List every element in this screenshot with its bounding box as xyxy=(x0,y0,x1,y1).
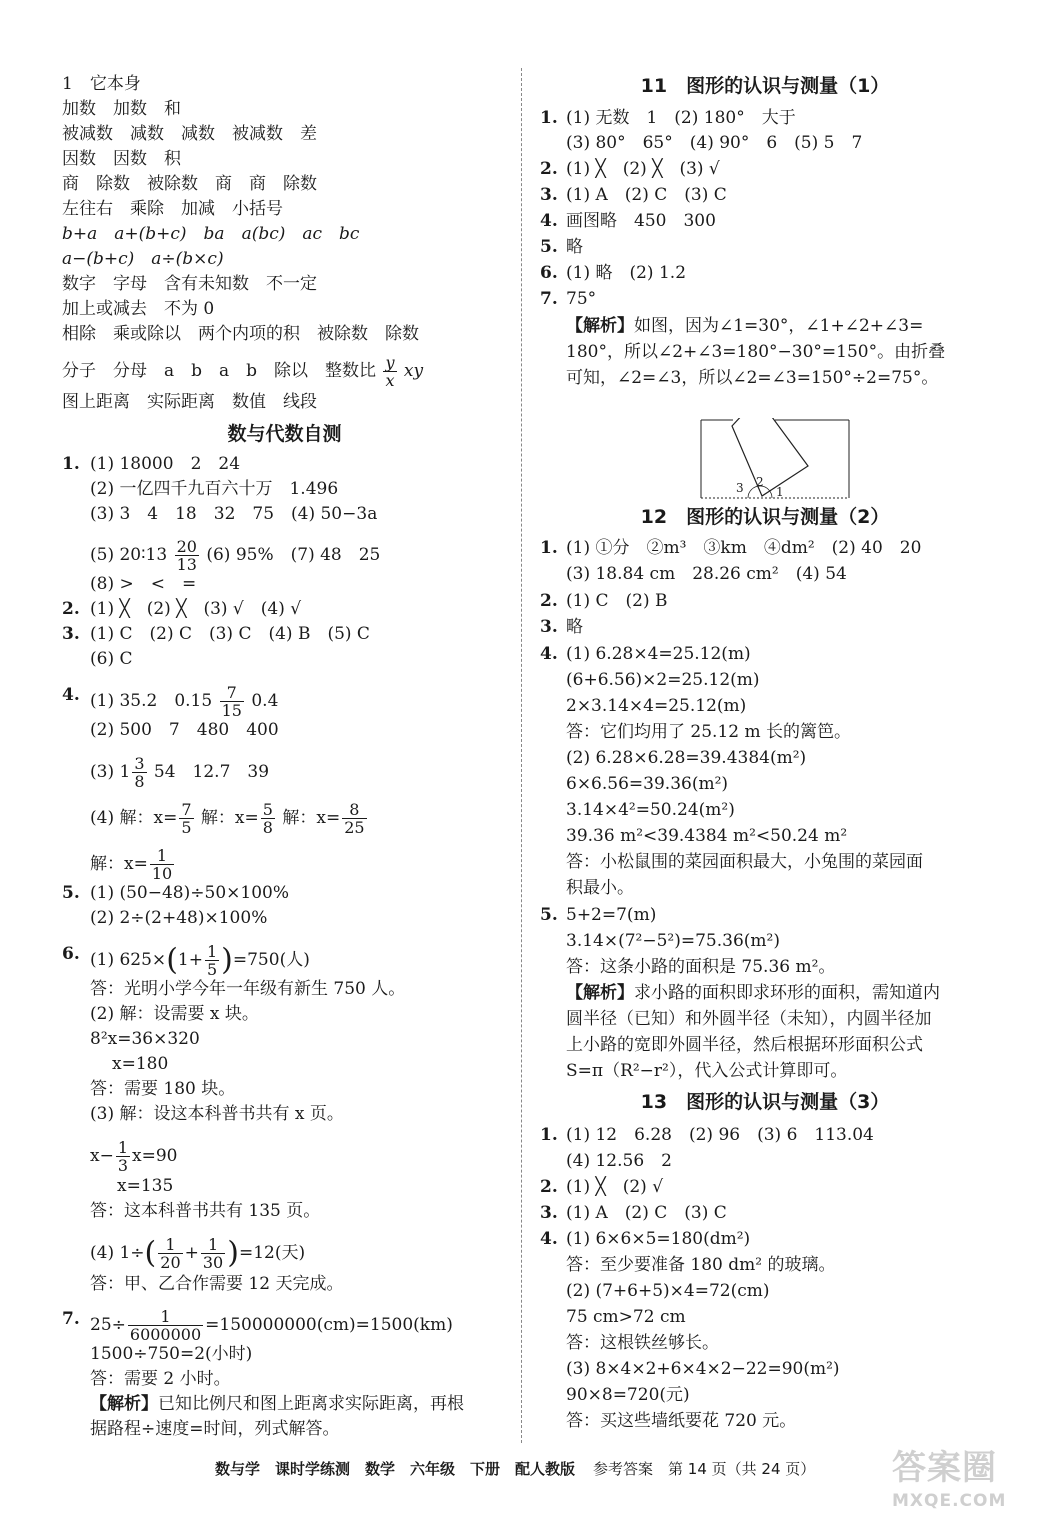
numerator: 1 xyxy=(150,847,174,865)
denominator: 13 xyxy=(176,555,197,574)
answer-line: 5+2=7(m) xyxy=(566,905,657,925)
denominator: 5 xyxy=(206,960,218,979)
answer-line: 答：光明小学今年一年级有新生 750 人。 xyxy=(90,979,406,999)
answer-line: 答：这根铁丝够长。 xyxy=(566,1333,719,1353)
analysis-tag: 【解析】 xyxy=(566,316,634,336)
answer-text: + xyxy=(184,1243,199,1263)
fraction xyxy=(205,943,219,978)
section-title: 11 图形的认识与测量（1） xyxy=(640,75,890,97)
answer-line: (1) 625×(1+ $\frac{1}{5}$ )=750(人) xyxy=(90,942,310,979)
analysis-line: S=π（R²−r²），代入公式计算即可。 xyxy=(566,1061,848,1081)
answer-line: (2) 2÷(2+48)×100% xyxy=(90,908,268,928)
answer-line: 75° xyxy=(566,289,597,309)
analysis-line xyxy=(90,1393,464,1415)
question-number: 5. xyxy=(62,883,80,903)
answer-line: (1) ╳ (2) ╳ (3) √ xyxy=(566,159,720,179)
question-number: 7. xyxy=(62,1309,80,1329)
analysis-text: 求小路的面积即求环形的面积，需知道内 xyxy=(634,983,940,1003)
answer-line xyxy=(90,538,380,573)
answer-line: 39.36 m²<39.4384 m²<50.24 m² xyxy=(566,826,848,846)
question-number: 5. xyxy=(540,237,558,257)
summary-line: 左往右 乘除 加减 小括号 xyxy=(62,199,283,219)
answer-line: (1) 无数 1 (2) 180° 大于 xyxy=(566,108,796,128)
answer-line: (3) 80° 65° (4) 90° 6 (5) 5 7 xyxy=(566,133,863,153)
answer-line xyxy=(90,801,369,836)
denominator: x xyxy=(385,371,395,390)
answer-line: (4) 1÷( $\frac{1}{20}$ + $\frac{1}{30}$ )=12(天) xyxy=(90,1235,306,1272)
numerator: 7 xyxy=(220,684,244,702)
question-number: 3. xyxy=(62,624,80,644)
watermark-logo: 答案圈 xyxy=(892,1448,997,1488)
numerator: 5 xyxy=(262,800,273,819)
numerator: 1 xyxy=(128,1308,203,1326)
answer-line: 90×8=720(元) xyxy=(566,1385,690,1405)
answer-text: 解：x= xyxy=(200,808,259,828)
section-title: 13 图形的认识与测量（3） xyxy=(640,1091,890,1113)
question-number: 4. xyxy=(540,211,558,231)
denominator: 3 xyxy=(117,1156,129,1175)
answer-line: 答：这本科普书共有 135 页。 xyxy=(90,1201,321,1221)
analysis-tag: 【解析】 xyxy=(566,983,634,1003)
question-number: 6. xyxy=(540,263,558,283)
fraction xyxy=(383,354,396,389)
question-number: 2. xyxy=(540,591,558,611)
fraction xyxy=(132,755,146,790)
footer-page-info: 参考答案 第 14 页（共 24 页） xyxy=(593,1460,816,1478)
fraction xyxy=(179,801,193,836)
question-number: 7. xyxy=(540,289,558,309)
answer-text: 解：x= xyxy=(282,808,341,828)
analysis-line xyxy=(566,982,940,1004)
denominator: 25 xyxy=(344,818,365,837)
analysis-text: 如图，因为∠1=30°，∠1+∠2+∠3= xyxy=(634,316,924,336)
answer-line: (1) ╳ (2) ╳ (3) √ (4) √ xyxy=(90,599,302,619)
answer-line xyxy=(90,684,278,719)
analysis-tag: 【解析】 xyxy=(90,1394,158,1414)
numerator: 1 xyxy=(117,1138,129,1157)
fraction xyxy=(128,1308,203,1343)
fraction xyxy=(175,538,199,573)
answer-line: 答：这条小路的面积是 75.36 m²。 xyxy=(566,957,836,977)
answer-text: x=90 xyxy=(132,1146,178,1166)
numerator: 8 xyxy=(342,801,366,819)
watermark xyxy=(892,1440,1006,1511)
answer-line: (6) C xyxy=(90,649,133,669)
question-number: 1. xyxy=(540,1125,558,1145)
analysis-line: 可知，∠2=∠3，所以∠2=∠3=150°÷2=75°。 xyxy=(566,368,939,388)
answer-text: (1) 35.2 0.15 xyxy=(90,691,213,711)
answer-line: 答：需要 2 小时。 xyxy=(90,1369,231,1389)
fraction xyxy=(201,1236,225,1271)
numerator: 20 xyxy=(176,537,197,556)
fraction xyxy=(158,1236,182,1271)
answer-line: 1500÷750=2(小时) xyxy=(90,1344,253,1364)
summary-text: 分子 分母 a b a b 除以 整数比 xyxy=(62,361,377,381)
denominator: 15 xyxy=(221,701,242,720)
answer-line: (1) (50−48)÷50×100% xyxy=(90,883,289,903)
answer-line: (4) 12.56 2 xyxy=(566,1151,672,1171)
answer-text: x− xyxy=(90,1146,114,1166)
question-number: 1. xyxy=(540,538,558,558)
question-number: 2. xyxy=(540,159,558,179)
summary-line: 1 它本身 xyxy=(62,74,141,94)
fold-figure xyxy=(700,418,855,500)
answer-line: (1) ①分 ②m³ ③km ④dm² (2) 40 20 xyxy=(566,538,922,558)
answer-line: 2×3.14×4=25.12(m) xyxy=(566,696,747,716)
answer-line: (3) 18.84 cm 28.26 cm² (4) 54 xyxy=(566,564,847,584)
answer-line: 答：小松鼠围的菜园面积最大，小兔围的菜园面 xyxy=(566,852,923,872)
fraction xyxy=(150,847,174,882)
answer-line: 略 xyxy=(566,617,583,637)
summary-line: 图上距离 实际距离 数值 线段 xyxy=(62,392,317,412)
answer-line: (3) 8×4×2+6×4×2−22=90(m²) xyxy=(566,1359,840,1379)
answer-line: (1) 6.28×4=25.12(m) xyxy=(566,644,751,664)
answer-line: (2) 6.28×6.28=39.4384(m²) xyxy=(566,748,807,768)
answer-text: =12(天) xyxy=(238,1243,306,1263)
answer-text: =750(人) xyxy=(232,950,310,970)
answer-line: (6+6.56)×2=25.12(m) xyxy=(566,670,760,690)
answer-line: (1) ╳ (2) √ xyxy=(566,1177,664,1197)
question-number: 2. xyxy=(62,599,80,619)
answer-text: (3) 1 xyxy=(90,762,131,782)
summary-line: 被减数 减数 减数 被减数 差 xyxy=(62,124,317,144)
numerator: y xyxy=(385,353,395,372)
section-title: 12 图形的认识与测量（2） xyxy=(640,506,890,528)
analysis-line xyxy=(566,315,923,337)
answer-line: 答：它们均用了 25.12 m 长的篱笆。 xyxy=(566,722,851,742)
answer-text: (6) 95% (7) 48 25 xyxy=(206,545,381,565)
denominator: 6000000 xyxy=(129,1325,202,1344)
column-divider xyxy=(521,68,522,1443)
answer-line: (1) C (2) C (3) C (4) B (5) C xyxy=(90,624,370,644)
angle-label-2: 2 xyxy=(756,475,764,489)
answer-text: 解：x= xyxy=(90,854,148,874)
fraction xyxy=(342,801,366,836)
question-number: 4. xyxy=(540,1229,558,1249)
summary-line: 相除 乘或除以 两个内项的积 被除数 除数 xyxy=(62,324,419,344)
question-number: 1. xyxy=(62,454,80,474)
answer-line: (1) 12 6.28 (2) 96 (3) 6 113.04 xyxy=(566,1125,874,1145)
section-title: 数与代数自测 xyxy=(227,423,342,445)
summary-line: 因数 因数 积 xyxy=(62,149,181,169)
answer-line: (2) (7+6+5)×4=72(cm) xyxy=(566,1281,770,1301)
summary-line xyxy=(62,354,423,389)
answer-line: 6×6.56=39.36(m²) xyxy=(566,774,729,794)
summary-line: 数字 字母 含有未知数 不一定 xyxy=(62,274,317,294)
question-number: 2. xyxy=(540,1177,558,1197)
question-number: 6. xyxy=(62,944,80,964)
fraction xyxy=(261,801,275,836)
answer-text: =150000000(cm)=1500(km) xyxy=(205,1315,453,1335)
footer-brand: 数与学 课时学练测 数学 六年级 下册 配人教版 xyxy=(215,1460,576,1478)
answer-line: 答：甲、乙合作需要 12 天完成。 xyxy=(90,1274,344,1294)
denominator: 30 xyxy=(202,1253,224,1272)
answer-line: (3) 解：设这本科普书共有 x 页。 xyxy=(90,1104,344,1124)
analysis-text: 已知比例尺和图上距离求实际距离，再根 xyxy=(158,1394,464,1414)
answer-text: (5) 20∶13 xyxy=(90,545,168,565)
answer-line: 3.14×(7²−5²)=75.36(m²) xyxy=(566,931,780,951)
angle-label-3: 3 xyxy=(736,481,744,495)
answer-line xyxy=(90,1139,178,1174)
summary-text: xy xyxy=(403,361,424,381)
page-footer xyxy=(215,1458,815,1479)
answer-text: (4) 解：x= xyxy=(90,808,178,828)
answer-line xyxy=(90,755,269,790)
fraction xyxy=(220,684,244,719)
question-number: 3. xyxy=(540,185,558,205)
answer-line: (3) 3 4 18 32 75 (4) 50−3a xyxy=(90,504,378,524)
answer-text: 0.4 xyxy=(251,691,279,711)
answer-line: 积最小。 xyxy=(566,878,634,898)
answer-line: 75 cm>72 cm xyxy=(566,1307,686,1327)
answer-line: 3.14×4²=50.24(m²) xyxy=(566,800,735,820)
question-number: 3. xyxy=(540,617,558,637)
answer-line: (8) > < = xyxy=(90,574,197,594)
summary-line: a−(b+c) a÷(b×c) xyxy=(62,249,224,269)
numerator: 1 xyxy=(158,1236,182,1254)
answer-text: 25÷ xyxy=(90,1315,126,1335)
answer-line: (1) 18000 2 24 xyxy=(90,454,241,474)
denominator: 20 xyxy=(160,1253,181,1272)
numerator: 1 xyxy=(201,1236,225,1254)
summary-line: 加数 加数 和 xyxy=(62,99,181,119)
analysis-line: 上小路的宽即外圆半径，然后根据环形面积公式 xyxy=(566,1035,923,1055)
summary-line: b+a a+(b+c) ba a(bc) ac bc xyxy=(62,224,360,244)
numerator: 3 xyxy=(134,754,145,773)
fraction xyxy=(116,1139,130,1174)
answer-line: (1) 6×6×5=180(dm²) xyxy=(566,1229,751,1249)
answer-text: 1+ xyxy=(177,950,203,970)
answer-line: x=180 xyxy=(112,1054,169,1074)
question-number: 4. xyxy=(540,644,558,664)
denominator: 8 xyxy=(262,818,273,837)
summary-line: 加上或减去 不为 0 xyxy=(62,299,215,319)
answer-line: 答：至少要准备 180 dm² 的玻璃。 xyxy=(566,1255,836,1275)
denominator: 8 xyxy=(134,772,145,791)
question-number: 5. xyxy=(540,905,558,925)
analysis-line: 180°，所以∠2+∠3=180°−30°=150°。由折叠 xyxy=(566,342,946,362)
answer-line: (2) 一亿四千九百六十万 1.496 xyxy=(90,479,339,499)
numerator: 7 xyxy=(181,800,192,819)
answer-line: x=135 xyxy=(117,1176,174,1196)
answer-line: (1) C (2) B xyxy=(566,591,668,611)
angle-label-1: 1 xyxy=(776,485,784,499)
answer-line: (2) 解：设需要 x 块。 xyxy=(90,1004,259,1024)
answer-line: 8²x=36×320 xyxy=(90,1029,200,1049)
analysis-line: 圆半径（已知）和外圆半径（未知），内圆半径加 xyxy=(566,1009,932,1029)
analysis-line: 据路程÷速度=时间，列式解答。 xyxy=(90,1419,340,1439)
denominator: 10 xyxy=(151,864,173,883)
watermark-url: MXQE.COM xyxy=(892,1491,1007,1511)
answer-line xyxy=(90,1308,453,1343)
denominator: 5 xyxy=(181,818,192,837)
answer-line: 画图略 450 300 xyxy=(566,211,716,231)
answer-text: (4) 1÷ xyxy=(90,1243,145,1263)
question-number: 3. xyxy=(540,1203,558,1223)
answer-line: (2) 500 7 480 400 xyxy=(90,720,279,740)
answer-line: 答：需要 180 块。 xyxy=(90,1079,236,1099)
answer-line: 略 xyxy=(566,237,583,257)
answer-line: (1) A (2) C (3) C xyxy=(566,185,727,205)
answer-line xyxy=(90,847,176,882)
answer-text: 54 12.7 39 xyxy=(153,762,270,782)
question-number: 4. xyxy=(62,685,80,705)
answer-line: (1) 略 (2) 1.2 xyxy=(566,263,687,283)
question-number: 1. xyxy=(540,108,558,128)
answer-text: (1) 625× xyxy=(90,950,167,970)
summary-line: 商 除数 被除数 商 商 除数 xyxy=(62,174,317,194)
numerator: 1 xyxy=(206,942,218,961)
answer-line: 答：买这些墙纸要花 720 元。 xyxy=(566,1411,797,1431)
answer-line: (1) A (2) C (3) C xyxy=(566,1203,727,1223)
